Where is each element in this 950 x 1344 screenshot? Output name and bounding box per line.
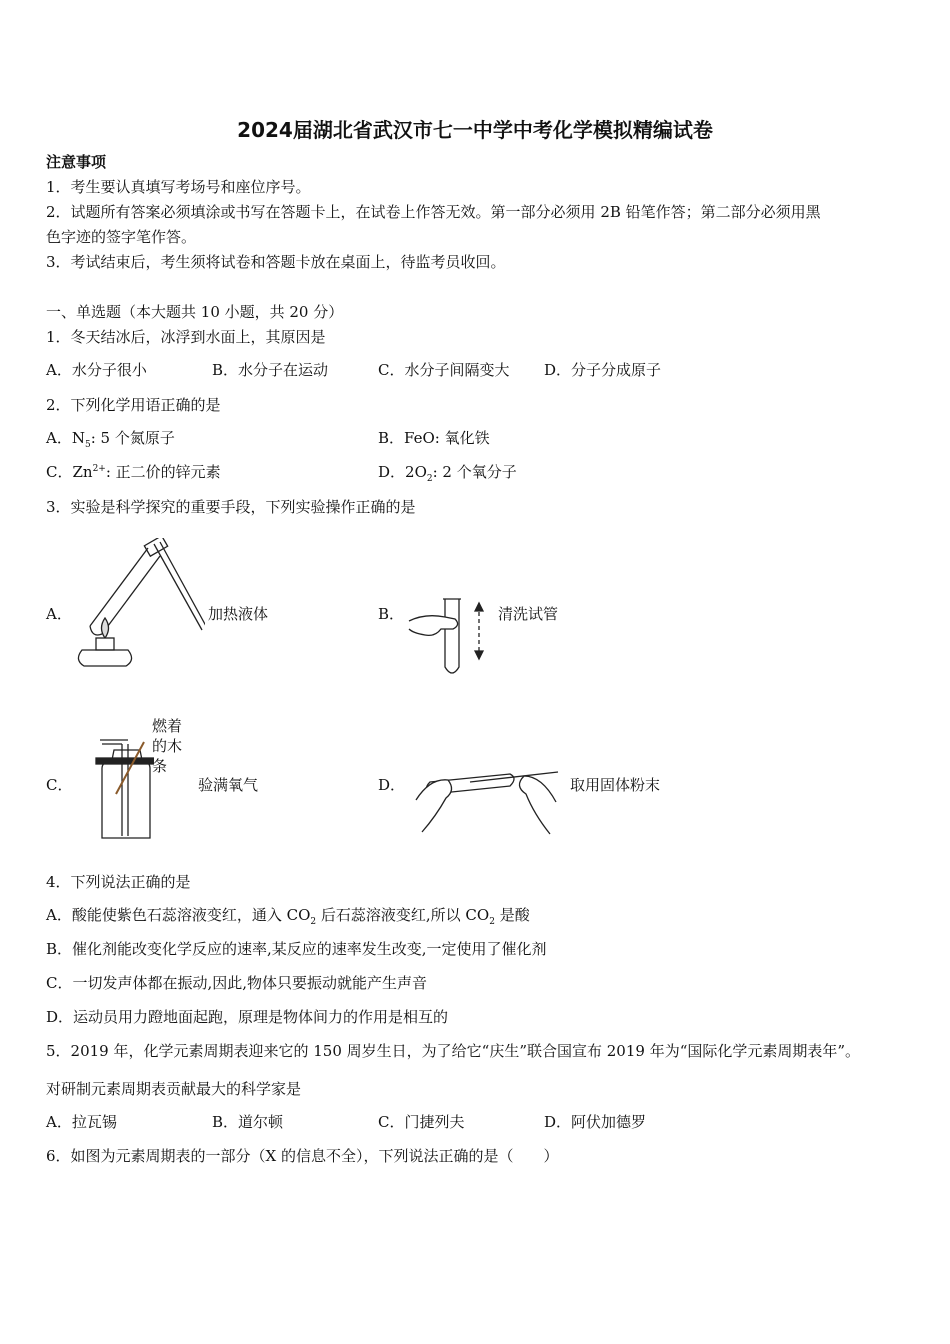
q1-option-d: D．分子分成原子 bbox=[544, 361, 662, 379]
q2-option-b bbox=[378, 428, 490, 448]
q6-stem: 6．如图为元素周期表的一部分（X 的信息不全），下列说法正确的是（ ） bbox=[46, 1147, 559, 1165]
q3-stem: 3．实验是科学探究的重要手段，下列实验操作正确的是 bbox=[46, 498, 416, 516]
burning-stick-label-line-3: 条 bbox=[152, 757, 168, 775]
q5-option-c: C．门捷列夫 bbox=[378, 1113, 465, 1131]
q2-option-a-label: A． bbox=[46, 429, 72, 447]
q5-option-a: A．拉瓦锡 bbox=[46, 1113, 117, 1131]
q3-option-b-label: B． bbox=[378, 605, 405, 623]
q5-stem-line-1: 5．2019 年，化学元素周期表迎来它的 150 周岁生日，为了给它“庆生”联合国宣布 2019 年为“国际化学元素周期表年”。 bbox=[46, 1042, 861, 1060]
q2-option-d bbox=[378, 462, 517, 482]
q3-option-d-label: D． bbox=[378, 776, 406, 794]
q2-option-a-text: : 5 个氮原子 bbox=[90, 429, 175, 447]
q2-option-a-sub: 5 bbox=[84, 440, 91, 450]
notice-item-1: 1．考生要认真填写考场号和座位序号。 bbox=[46, 178, 311, 196]
q2-option-c-formula: Zn bbox=[72, 463, 93, 481]
q5-option-d: D．阿伏加德罗 bbox=[544, 1113, 647, 1131]
q4-option-c: C．一切发声体都在振动,因此,物体只要振动就能产生声音 bbox=[46, 974, 428, 992]
q2-option-c-sup: 2+ bbox=[92, 464, 106, 474]
notice-item-3: 3．考试结束后，考生须将试卷和答题卡放在桌面上，待监考员收回。 bbox=[46, 253, 506, 271]
q4-option-a-sub1: 2 bbox=[310, 917, 317, 927]
q4-option-b: B．催化剂能改变化学反应的速率,某反应的速率发生改变,一定使用了催化剂 bbox=[46, 940, 547, 958]
q4-option-a-part3: 是酸 bbox=[494, 906, 530, 924]
q4-stem: 4．下列说法正确的是 bbox=[46, 873, 191, 891]
q3-option-d-text: 取用固体粉末 bbox=[570, 776, 661, 794]
q2-option-a-formula: N bbox=[71, 429, 85, 447]
q2-stem: 2．下列化学用语正确的是 bbox=[46, 396, 221, 414]
page-title: 2024届湖北省武汉市七一中学中考化学模拟精编试卷 bbox=[237, 118, 713, 142]
q2-option-c-text: : 正二价的锌元素 bbox=[105, 463, 221, 481]
q3-option-a-text: 加热液体 bbox=[208, 605, 269, 623]
q2-option-d-sub: 2 bbox=[426, 474, 433, 484]
notice-item-2: 2．试题所有答案必须填涂或书写在答题卡上，在试卷上作答无效。第一部分必须用 2B 铅笔作答；第二部分必须用黑 bbox=[46, 203, 821, 221]
burning-stick-label-line-1: 燃着 bbox=[152, 717, 183, 735]
q2-option-b-formula: FeO bbox=[404, 429, 435, 447]
powder-taking-figure bbox=[410, 762, 560, 837]
q2-option-c bbox=[46, 462, 221, 482]
q3-option-a-label: A． bbox=[46, 605, 72, 623]
q1-option-b: B．水分子在运动 bbox=[212, 361, 329, 379]
washing-tube-figure bbox=[405, 595, 495, 680]
q3-option-b-text: 清洗试管 bbox=[498, 605, 559, 623]
q5-stem-line-2: 对研制元素周期表贡献最大的科学家是 bbox=[46, 1080, 302, 1098]
burning-stick-label bbox=[152, 716, 182, 776]
q3-option-c-text: 验满氧气 bbox=[198, 776, 259, 794]
q2-option-d-formula: 2O bbox=[405, 463, 427, 481]
q2-option-b-label: B． bbox=[378, 429, 405, 447]
q2-option-c-label: C． bbox=[46, 463, 73, 481]
burning-stick-label-line-2: 的木 bbox=[152, 737, 183, 755]
q4-option-d: D．运动员用力蹬地面起跑，原理是物体间力的作用是相互的 bbox=[46, 1008, 449, 1026]
q1-option-c: C．水分子间隔变大 bbox=[378, 361, 510, 379]
q4-option-a-part2: 后石蕊溶液变红,所以 CO bbox=[316, 906, 490, 924]
q4-option-a-part1: A．酸能使紫色石蕊溶液变红，通入 CO bbox=[46, 906, 311, 924]
q5-option-b: B．道尔顿 bbox=[212, 1113, 284, 1131]
q3-option-c-label: C． bbox=[46, 776, 73, 794]
q1-stem: 1．冬天结冰后，冰浮到水面上，其原因是 bbox=[46, 328, 326, 346]
q1-option-a: A．水分子很小 bbox=[46, 361, 147, 379]
heating-liquid-figure bbox=[70, 538, 205, 673]
notice-item-2-cont: 色字迹的签字笔作答。 bbox=[46, 228, 197, 246]
q2-option-b-text: : 氧化铁 bbox=[434, 429, 490, 447]
q4-option-a-sub2: 2 bbox=[489, 917, 495, 927]
q2-option-d-label: D． bbox=[378, 463, 406, 481]
q4-option-a bbox=[46, 905, 530, 925]
notice-heading: 注意事项 bbox=[46, 153, 107, 171]
q2-option-d-text: : 2 个氧分子 bbox=[432, 463, 517, 481]
section-heading: 一、单选题（本大题共 10 小题，共 20 分） bbox=[46, 303, 344, 321]
q2-option-a bbox=[46, 428, 175, 448]
oxygen-bottle-figure bbox=[92, 738, 154, 842]
